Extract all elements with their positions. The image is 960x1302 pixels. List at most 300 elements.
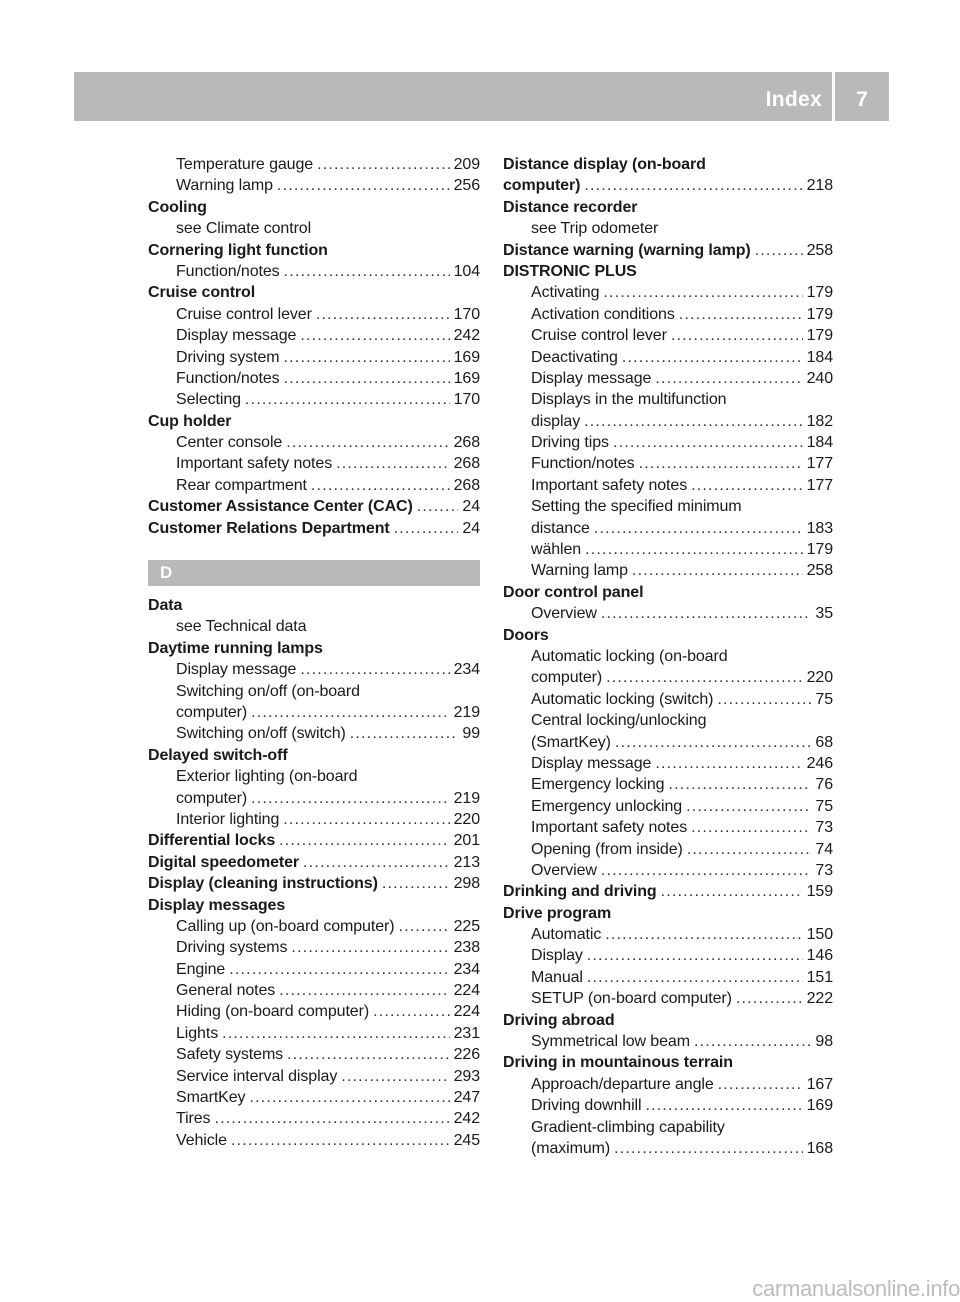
- dot-leader: [229, 959, 449, 980]
- index-subentry[interactable]: [503, 945, 833, 966]
- index-subentry[interactable]: [503, 1074, 833, 1095]
- page-reference[interactable]: 220: [806, 669, 833, 687]
- index-subentry[interactable]: [148, 788, 480, 809]
- entry-text: Cruise control lever: [531, 327, 667, 345]
- dot-leader: [283, 809, 449, 830]
- page-reference[interactable]: 159: [806, 883, 833, 901]
- index-subentry[interactable]: [148, 1108, 480, 1129]
- dot-leader: [668, 774, 811, 795]
- page-reference[interactable]: 226: [453, 1046, 480, 1064]
- entry-text: Function/notes: [176, 262, 280, 280]
- page-reference[interactable]: 184: [806, 434, 833, 452]
- entry-text: Delayed switch-off: [148, 746, 288, 764]
- index-subentry[interactable]: [503, 368, 833, 389]
- dot-leader: [686, 796, 811, 817]
- entry-text: Cruise control lever: [176, 305, 312, 323]
- dot-leader: [373, 1001, 450, 1022]
- entry-text: Display: [531, 947, 583, 965]
- index-subentry[interactable]: [503, 988, 833, 1009]
- entry-text: see Climate control: [176, 220, 312, 238]
- index-entry[interactable]: [148, 873, 480, 894]
- entry-text: Tires: [176, 1110, 211, 1128]
- page-reference[interactable]: 231: [453, 1024, 480, 1042]
- entry-text: Emergency locking: [531, 776, 665, 794]
- entry-text: Driving tips: [531, 434, 609, 452]
- dot-leader: [594, 518, 803, 539]
- page-reference[interactable]: 209: [453, 156, 480, 173]
- dot-leader: [587, 945, 803, 966]
- dot-leader: [671, 325, 803, 346]
- dot-leader: [417, 496, 459, 517]
- index-subentry[interactable]: [148, 1087, 480, 1108]
- entry-text: Activating: [531, 284, 600, 302]
- entry-text: Important safety notes: [531, 476, 688, 494]
- entry-text: Emergency unlocking: [531, 797, 683, 815]
- index-entry[interactable]: [503, 175, 833, 196]
- index-entry[interactable]: [148, 496, 480, 517]
- index-subentry[interactable]: [148, 702, 480, 723]
- entry-text: see Technical data: [176, 618, 307, 636]
- page-reference[interactable]: 247: [453, 1089, 480, 1107]
- index-column-left: [148, 154, 480, 1151]
- dot-leader: [251, 788, 449, 809]
- index-subentry[interactable]: [503, 689, 833, 710]
- page-reference[interactable]: 169: [453, 348, 480, 366]
- dot-leader: [300, 659, 449, 680]
- dot-leader: [615, 732, 811, 753]
- dot-leader: [691, 817, 811, 838]
- dot-leader: [284, 368, 450, 389]
- index-subentry[interactable]: [503, 839, 833, 860]
- index-entry: [503, 625, 833, 646]
- entry-text: Distance recorder: [503, 198, 638, 216]
- page-reference[interactable]: 182: [806, 412, 833, 430]
- page-reference[interactable]: 167: [806, 1075, 833, 1093]
- entry-text: Differential locks: [148, 832, 276, 850]
- entry-text: General notes: [176, 982, 276, 1000]
- dot-leader: [601, 860, 812, 881]
- entry-text: Gradient-climbing capability: [531, 1118, 725, 1136]
- entry-text: Digital speedometer: [148, 853, 300, 871]
- dot-leader: [587, 967, 803, 988]
- entry-text: Automatic: [531, 926, 602, 944]
- index-subentry[interactable]: [503, 753, 833, 774]
- index-entry[interactable]: [148, 830, 480, 851]
- page-reference[interactable]: 224: [453, 982, 480, 1000]
- index-entry: [148, 282, 480, 303]
- dot-leader: [249, 1087, 449, 1108]
- entry-text: computer): [503, 177, 581, 195]
- entry-text: Temperature gauge: [176, 156, 314, 173]
- dot-leader: [601, 603, 812, 624]
- dot-leader: [341, 1066, 449, 1087]
- page-reference[interactable]: 151: [806, 968, 833, 986]
- entry-text: Interior lighting: [176, 810, 280, 828]
- index-subentry[interactable]: [503, 453, 833, 474]
- entry-text: Driving abroad: [503, 1011, 615, 1029]
- watermark[interactable]: carmanualsonline.info: [752, 1276, 960, 1301]
- page-reference[interactable]: 234: [453, 960, 480, 978]
- index-subentry[interactable]: [148, 1130, 480, 1151]
- entry-text: Cooling: [148, 198, 207, 216]
- entry-text: wählen: [531, 541, 582, 559]
- index-subentry[interactable]: [148, 1066, 480, 1087]
- page-reference[interactable]: 168: [806, 1139, 833, 1157]
- page-reference[interactable]: 75: [815, 690, 833, 708]
- index-subentry: [148, 681, 480, 702]
- index-entry[interactable]: [148, 852, 480, 873]
- index-subentry[interactable]: [503, 347, 833, 368]
- index-entry: [503, 1052, 833, 1073]
- entry-text: Manual: [531, 968, 583, 986]
- dot-leader: [639, 453, 803, 474]
- entry-text: Selecting: [176, 391, 241, 409]
- page-reference[interactable]: 75: [815, 797, 833, 815]
- entry-text: Displays in the multifunction: [531, 391, 727, 409]
- entry-text: Exterior lighting (on-board: [176, 768, 358, 786]
- index-subentry[interactable]: [503, 774, 833, 795]
- entry-text: DISTRONIC PLUS: [503, 262, 637, 280]
- dot-leader: [398, 916, 449, 937]
- entry-text: Overview: [531, 861, 597, 879]
- dot-leader: [284, 261, 450, 282]
- index-subentry: [148, 766, 480, 787]
- dot-leader: [691, 475, 802, 496]
- index-subentry[interactable]: [503, 603, 833, 624]
- dot-leader: [661, 881, 803, 902]
- page-number: 7: [856, 88, 868, 111]
- index-subentry: [503, 389, 833, 410]
- page-reference[interactable]: 179: [806, 284, 833, 302]
- index-subentry[interactable]: [503, 411, 833, 432]
- dot-leader: [336, 453, 449, 474]
- entry-text: Setting the specified minimum: [531, 498, 742, 516]
- index-subentry: [503, 710, 833, 731]
- index-subentry[interactable]: [148, 475, 480, 496]
- entry-text: Customer Relations Department: [148, 519, 390, 537]
- page-reference[interactable]: 68: [815, 733, 833, 751]
- index-entry: [148, 745, 480, 766]
- entry-text: Function/notes: [531, 455, 635, 473]
- page-reference[interactable]: 146: [806, 947, 833, 965]
- dot-leader: [655, 753, 802, 774]
- entry-text: Overview: [531, 605, 597, 623]
- dot-leader: [606, 667, 802, 688]
- index-subentry: [148, 616, 480, 637]
- index-subentry[interactable]: [148, 325, 480, 346]
- dot-leader: [585, 539, 802, 560]
- index-subentry[interactable]: [503, 1138, 833, 1159]
- entry-text: Cup holder: [148, 412, 232, 430]
- index-subentry[interactable]: [503, 518, 833, 539]
- dot-leader: [284, 347, 450, 368]
- index-subentry: [503, 496, 833, 517]
- entry-text: Drinking and driving: [503, 883, 657, 901]
- index-subentry[interactable]: [148, 723, 480, 744]
- dot-leader: [311, 475, 450, 496]
- page-reference[interactable]: 293: [453, 1067, 480, 1085]
- entry-text: Automatic locking (on-board: [531, 647, 728, 665]
- entry-text: SETUP (on-board computer): [531, 990, 732, 1008]
- index-entry[interactable]: [503, 881, 833, 902]
- entry-text: SmartKey: [176, 1089, 246, 1107]
- entry-text: Hiding (on-board computer): [176, 1003, 370, 1021]
- page-reference[interactable]: 104: [453, 262, 480, 280]
- entry-text: Rear compartment: [176, 476, 307, 494]
- index-subentry[interactable]: [503, 667, 833, 688]
- index-subentry[interactable]: [148, 304, 480, 325]
- entry-text: Display messages: [148, 896, 286, 914]
- entry-text: Door control panel: [503, 583, 644, 601]
- index-subentry[interactable]: [148, 916, 480, 937]
- page-reference[interactable]: 99: [462, 725, 480, 743]
- page-reference[interactable]: 234: [453, 661, 480, 679]
- index-entry: [148, 895, 480, 916]
- page-reference[interactable]: 213: [453, 853, 480, 871]
- index-subentry[interactable]: [148, 1001, 480, 1022]
- page-reference[interactable]: 218: [806, 177, 833, 195]
- dot-leader: [317, 154, 450, 175]
- page-reference[interactable]: 268: [453, 434, 480, 452]
- index-subentry[interactable]: [148, 432, 480, 453]
- page-reference[interactable]: 170: [453, 391, 480, 409]
- entry-text: Lights: [176, 1024, 219, 1042]
- index-subentry[interactable]: [503, 1095, 833, 1116]
- index-subentry[interactable]: [503, 924, 833, 945]
- page-reference[interactable]: 258: [806, 241, 833, 259]
- index-subentry[interactable]: [503, 732, 833, 753]
- dot-leader: [350, 723, 459, 744]
- index-subentry[interactable]: [148, 937, 480, 958]
- dot-leader: [279, 830, 449, 851]
- entry-text: Display message: [176, 661, 297, 679]
- page-reference[interactable]: 245: [453, 1131, 480, 1149]
- entry-text: Warning lamp: [176, 177, 273, 195]
- index-subentry: [503, 1117, 833, 1138]
- index-entry[interactable]: [503, 240, 833, 261]
- dot-leader: [291, 937, 449, 958]
- entry-text: Distance display (on-board: [503, 156, 706, 173]
- page-reference[interactable]: 268: [453, 476, 480, 494]
- entry-text: Display (cleaning instructions): [148, 875, 378, 893]
- entry-text: Switching on/off (on-board: [176, 682, 360, 700]
- page-reference[interactable]: 76: [815, 776, 833, 794]
- page-reference[interactable]: 222: [806, 990, 833, 1008]
- page-reference[interactable]: 179: [806, 541, 833, 559]
- entry-text: Opening (from inside): [531, 840, 683, 858]
- page-reference[interactable]: 179: [806, 327, 833, 345]
- entry-text: (SmartKey): [531, 733, 611, 751]
- entry-text: Cornering light function: [148, 241, 328, 259]
- entry-text: (maximum): [531, 1139, 611, 1157]
- index-subentry[interactable]: [503, 325, 833, 346]
- index-subentry: [503, 218, 833, 239]
- dot-leader: [694, 1031, 811, 1052]
- page-reference[interactable]: 246: [806, 754, 833, 772]
- index-subentry[interactable]: [503, 817, 833, 838]
- entry-text: Service interval display: [176, 1067, 338, 1085]
- index-subentry[interactable]: [503, 796, 833, 817]
- entry-text: Calling up (on-board computer): [176, 917, 395, 935]
- index-subentry: [148, 218, 480, 239]
- index-entry: [503, 903, 833, 924]
- entry-text: Driving systems: [176, 939, 288, 957]
- dot-leader: [303, 852, 450, 873]
- page-reference[interactable]: 219: [453, 789, 480, 807]
- dot-leader: [605, 924, 802, 945]
- dot-leader: [214, 1108, 449, 1129]
- page-reference[interactable]: 150: [806, 926, 833, 944]
- index-entry: [503, 261, 833, 282]
- index-subentry[interactable]: [148, 154, 480, 175]
- dot-leader: [645, 1095, 802, 1116]
- page-reference[interactable]: 177: [806, 476, 833, 494]
- dot-leader: [394, 518, 459, 539]
- dot-leader: [222, 1023, 449, 1044]
- entry-text: Data: [148, 597, 183, 615]
- page-title: Index: [765, 88, 822, 111]
- index-subentry[interactable]: [503, 304, 833, 325]
- index-entry: [148, 197, 480, 218]
- dot-leader: [231, 1130, 450, 1151]
- dot-leader: [736, 988, 803, 1009]
- entry-text: Doors: [503, 626, 549, 644]
- dot-leader: [300, 325, 449, 346]
- dot-leader: [755, 240, 803, 261]
- page-reference[interactable]: 184: [806, 348, 833, 366]
- page-reference[interactable]: 35: [815, 605, 833, 623]
- dot-leader: [584, 411, 802, 432]
- entry-text: Engine: [176, 960, 226, 978]
- index-subentry[interactable]: [148, 261, 480, 282]
- page-reference[interactable]: 225: [453, 917, 480, 935]
- page-reference[interactable]: 268: [453, 455, 480, 473]
- page-reference[interactable]: 24: [462, 498, 480, 516]
- entry-text: Switching on/off (switch): [176, 725, 346, 743]
- index-subentry[interactable]: [503, 1031, 833, 1052]
- page-reference[interactable]: 242: [453, 1110, 480, 1128]
- index-subentry[interactable]: [148, 809, 480, 830]
- page-reference[interactable]: 177: [806, 455, 833, 473]
- dot-leader: [316, 304, 450, 325]
- page-reference[interactable]: 220: [453, 810, 480, 828]
- page-reference[interactable]: 240: [806, 369, 833, 387]
- index-subentry[interactable]: [503, 282, 833, 303]
- page-reference[interactable]: 298: [453, 875, 480, 893]
- page-reference[interactable]: 170: [453, 305, 480, 323]
- entry-text: Cruise control: [148, 284, 256, 302]
- index-subentry[interactable]: [148, 959, 480, 980]
- section-letter-header: D: [148, 560, 480, 586]
- page-reference[interactable]: 238: [453, 939, 480, 957]
- page-reference[interactable]: 98: [815, 1033, 833, 1051]
- entry-text: display: [531, 412, 581, 430]
- entry-text: Safety systems: [176, 1046, 284, 1064]
- index-entry: [148, 638, 480, 659]
- index-subentry[interactable]: [148, 659, 480, 680]
- page-reference[interactable]: 24: [462, 519, 480, 537]
- index-subentry[interactable]: [503, 860, 833, 881]
- entry-text: Display message: [531, 754, 652, 772]
- entry-text: Approach/departure angle: [531, 1075, 714, 1093]
- index-subentry[interactable]: [148, 453, 480, 474]
- entry-text: computer): [176, 703, 248, 721]
- page-reference[interactable]: 73: [815, 861, 833, 879]
- index-entry[interactable]: [148, 518, 480, 539]
- page-reference[interactable]: 256: [453, 177, 480, 195]
- page-reference[interactable]: 224: [453, 1003, 480, 1021]
- page-reference[interactable]: 242: [453, 327, 480, 345]
- index-subentry[interactable]: [148, 347, 480, 368]
- page-reference[interactable]: 169: [453, 369, 480, 387]
- entry-text: Important safety notes: [176, 455, 333, 473]
- entry-text: Center console: [176, 434, 283, 452]
- page-reference[interactable]: 258: [806, 562, 833, 580]
- index-subentry[interactable]: [148, 389, 480, 410]
- entry-text: Vehicle: [176, 1131, 227, 1149]
- index-subentry[interactable]: [503, 432, 833, 453]
- dot-leader: [277, 175, 450, 196]
- index-subentry[interactable]: [503, 539, 833, 560]
- index-subentry[interactable]: [148, 980, 480, 1001]
- page-reference[interactable]: 219: [453, 703, 480, 721]
- dot-leader: [622, 347, 803, 368]
- index-subentry[interactable]: [503, 560, 833, 581]
- entry-text: computer): [176, 789, 248, 807]
- entry-text: Daytime running lamps: [148, 639, 323, 657]
- page-reference[interactable]: 201: [453, 832, 480, 850]
- index-column-right: [503, 154, 833, 1159]
- entry-text: Warning lamp: [531, 562, 628, 580]
- index-subentry[interactable]: [503, 967, 833, 988]
- index-subentry[interactable]: [503, 475, 833, 496]
- entry-text: Central locking/unlocking: [531, 712, 707, 730]
- entry-text: Driving system: [176, 348, 280, 366]
- dot-leader: [679, 304, 803, 325]
- entry-text: Symmetrical low beam: [531, 1033, 690, 1051]
- dot-leader: [718, 1074, 803, 1095]
- page-reference[interactable]: 169: [806, 1097, 833, 1115]
- entry-text: computer): [531, 669, 603, 687]
- index-subentry[interactable]: [148, 1023, 480, 1044]
- entry-text: distance: [531, 519, 590, 537]
- entry-text: Deactivating: [531, 348, 618, 366]
- dot-leader: [245, 389, 450, 410]
- index-subentry[interactable]: [148, 1044, 480, 1065]
- dot-leader: [287, 1044, 450, 1065]
- page-reference[interactable]: 74: [815, 840, 833, 858]
- entry-text: Automatic locking (switch): [531, 690, 714, 708]
- entry-text: Function/notes: [176, 369, 280, 387]
- index-entry: [148, 240, 480, 261]
- index-entry: [148, 595, 480, 616]
- index-subentry[interactable]: [148, 368, 480, 389]
- page-reference[interactable]: 73: [815, 819, 833, 837]
- dot-leader: [382, 873, 450, 894]
- entry-text: Display message: [176, 327, 297, 345]
- entry-text: Driving downhill: [531, 1097, 642, 1115]
- index-subentry: [503, 646, 833, 667]
- index-entry: [503, 582, 833, 603]
- dot-leader: [717, 689, 811, 710]
- page-reference[interactable]: 179: [806, 305, 833, 323]
- entry-text: Distance warning (warning lamp): [503, 241, 751, 259]
- dot-leader: [251, 702, 449, 723]
- index-subentry[interactable]: [148, 175, 480, 196]
- entry-text: Activation conditions: [531, 305, 675, 323]
- entry-text: Display message: [531, 369, 652, 387]
- page-reference[interactable]: 183: [806, 519, 833, 537]
